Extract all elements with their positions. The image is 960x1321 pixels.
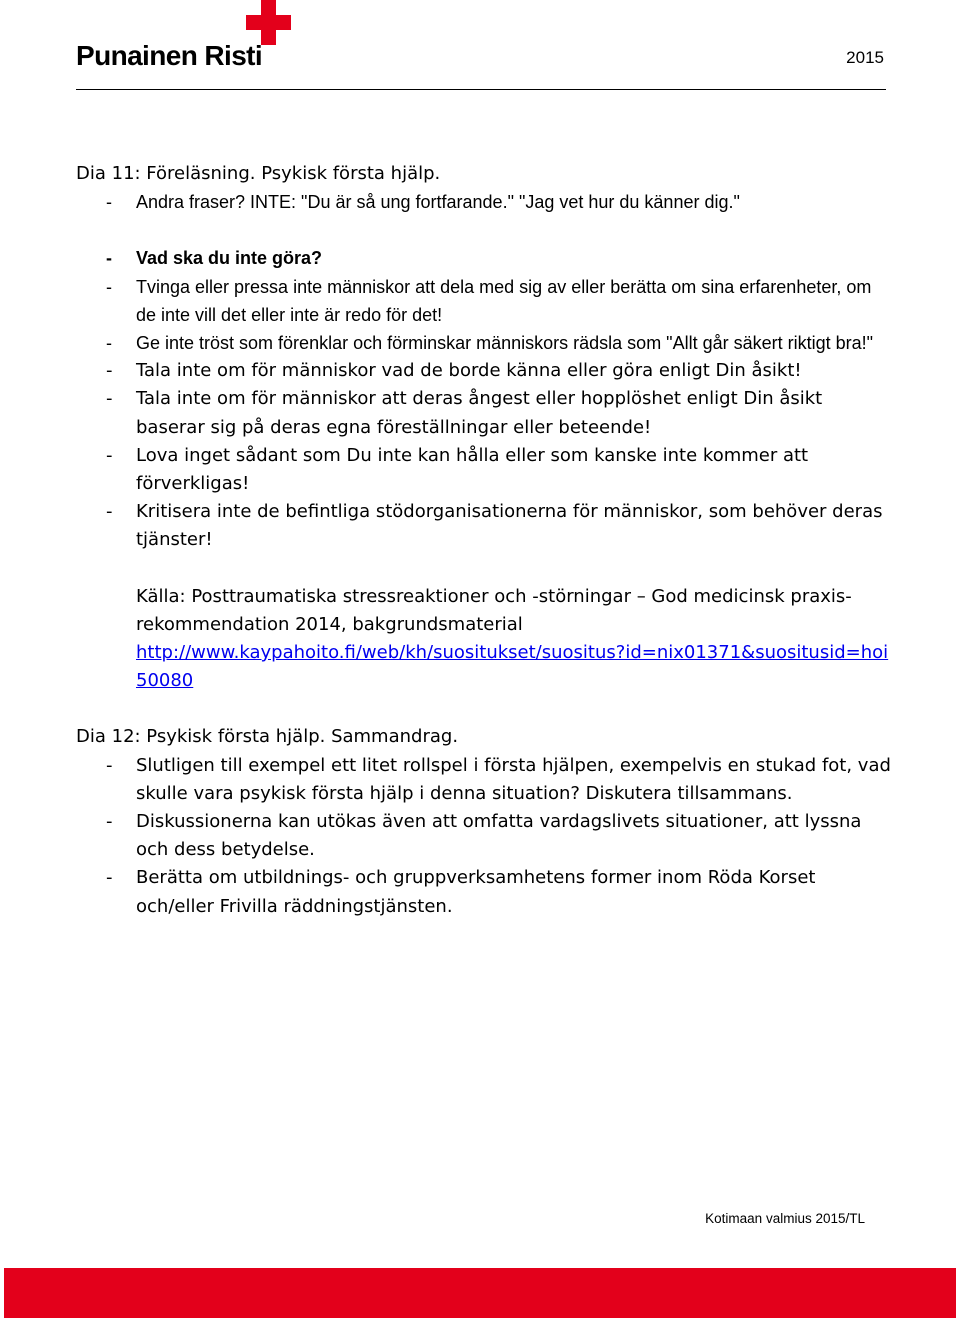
- section-title-dia-12: Dia 12: Psykisk första hjälp. Sammandrag.: [76, 726, 459, 748]
- header-year: 2015: [846, 48, 884, 67]
- document-body: [76, 160, 891, 921]
- section-title-dia-11: Dia 11: Föreläsning. Psykisk första hjälp.: [76, 163, 441, 184]
- red-cross-icon: [246, 0, 291, 45]
- list-item: - Slutligen till exempel ett litet rollspel i första hjälpen, exempelvis en stukad fot, vad skulle vara psykisk första hjälp i denna situation? Diskutera tillsammans.: [106, 754, 891, 804]
- header-divider: [76, 89, 886, 90]
- list-item: - Tala inte om för människor vad de borde känna eller göra enligt Din åsikt!: [106, 360, 802, 382]
- source-link[interactable]: http://www.kaypahoito.fi/web/kh/suositukset/suositus?id=nix01371&suositusid=hoi50080: [136, 642, 889, 692]
- source-text: Källa: Posttraumatiska stressreaktioner och -störningar – God medicinsk praxis-rekommendation 2014, bakgrundsmaterial: [136, 585, 852, 635]
- footer-red-bar: [4, 1268, 956, 1318]
- source-citation: [76, 583, 891, 696]
- list-item: - Andra fraser? INTE: "Du är så ung fortfarande." "Jag vet hur du känner dig.": [106, 192, 740, 213]
- footer-text: Kotimaan valmius 2015/TL: [705, 1211, 865, 1226]
- list-item: - Tvinga eller pressa inte människor att dela med sig av eller berätta om sina erfarenheter, om de inte vill det eller inte är redo för det!: [106, 276, 872, 325]
- list-item: - Tala inte om för människor att deras ångest eller hopplöshet enligt Din åsikt baserar sig på deras egna föreställningar eller beteende!: [106, 388, 823, 438]
- list-item: - Berätta om utbildnings- och gruppverksamhetens former inom Röda Korset och/eller Frivilla räddningstjänsten.: [106, 867, 816, 917]
- brand-name: Punainen Risti: [76, 40, 263, 71]
- list-item: - Vad ska du inte göra?: [106, 248, 323, 269]
- list-item: - Diskussionerna kan utökas även att omfatta vardagslivets situationer, att lyssna och dess betydelse.: [106, 811, 862, 861]
- list-item: - Ge inte tröst som förenklar och förminskar människors rädsla som "Allt går säkert riktigt bra!": [106, 333, 874, 354]
- list-item: - Lova inget sådant som Du inte kan hålla eller som kanske inte kommer att förverkligas!: [106, 444, 809, 495]
- list-item: - Kritisera inte de befintliga stödorganisationerna för människor, som behöver deras tjänster!: [106, 501, 883, 551]
